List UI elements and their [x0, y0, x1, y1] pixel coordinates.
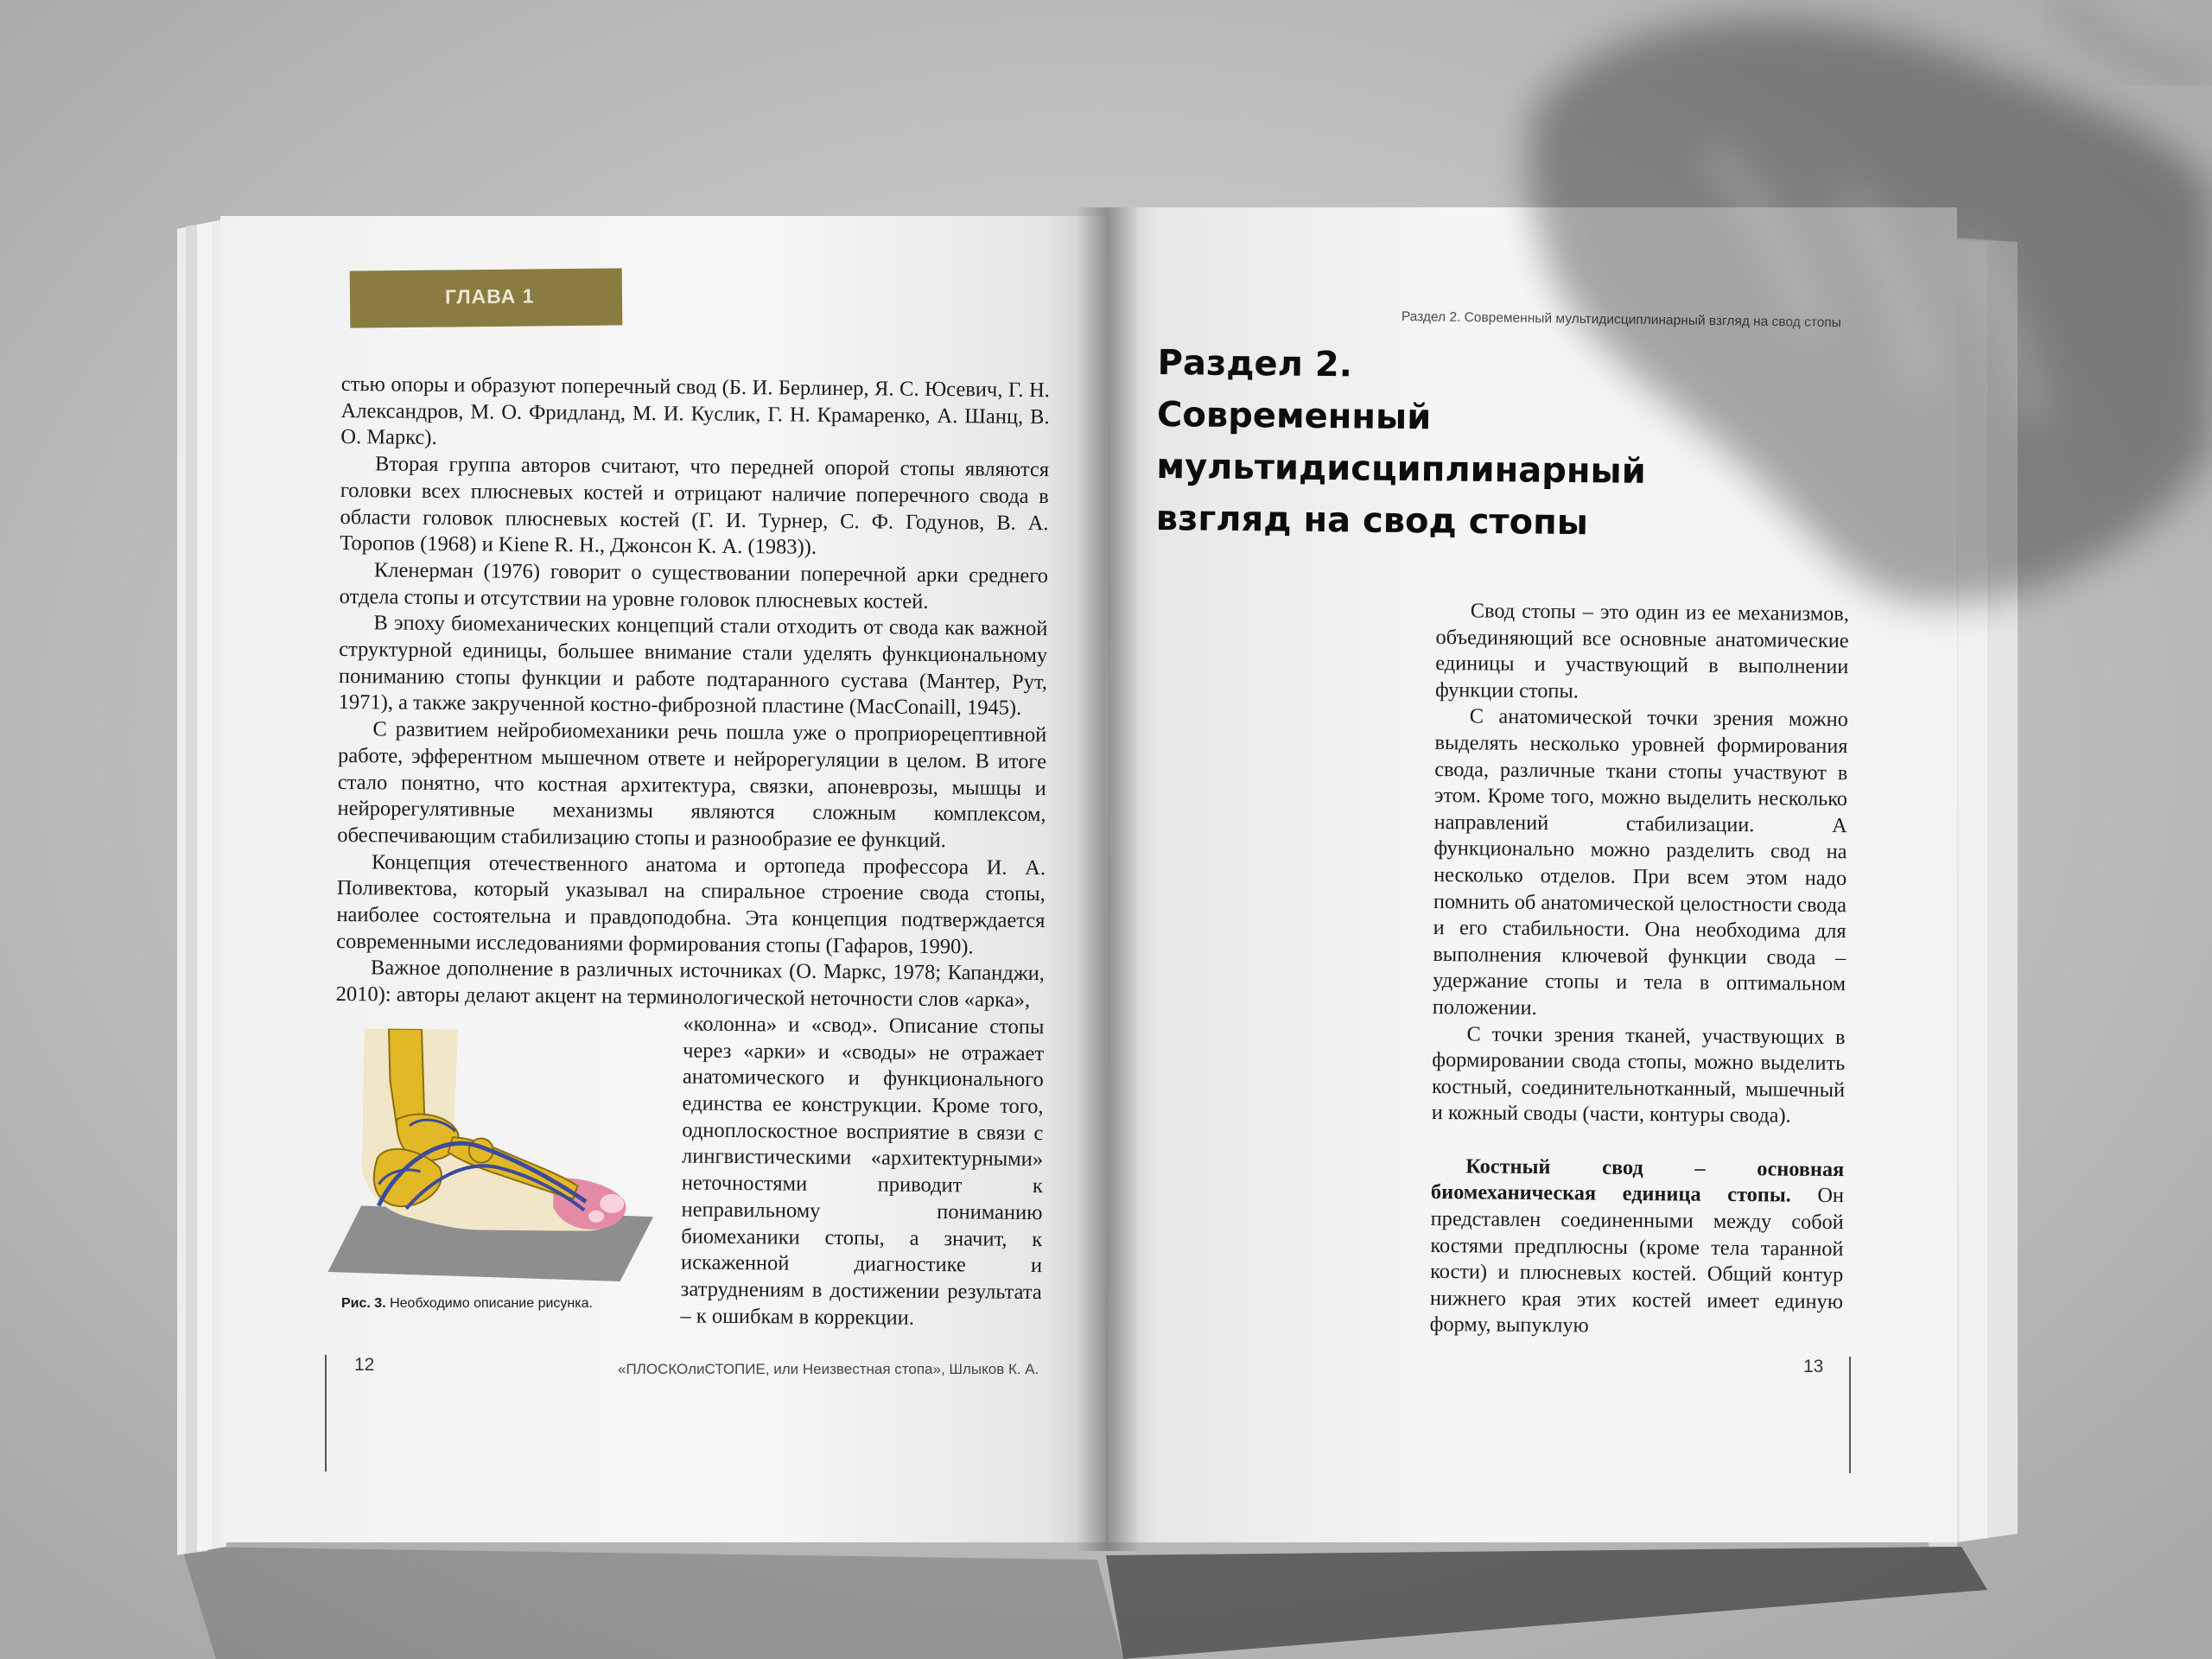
- running-head: Раздел 2. Современный мультидисциплинарный взгляд на свод стопы: [1401, 309, 1841, 331]
- paragraph: Концепция отечественного анатома и ортопеда профессора И. А. Поливектова, который указывал на спиральное строение свода стопы, наиболее состоятельна и правдоподобна. Эта концепция подтверждается современными исследованиями формирования стопы (Гафаров, 1990).: [336, 849, 1046, 959]
- paragraph: Кленерман (1976) говорит о существовании поперечной арки среднего отдела стопы и отсутствии на уровне головок плюсневых костей.: [339, 558, 1049, 613]
- section-title-line: мультидисциплинарный: [1156, 446, 1646, 492]
- bold-follow-text: Он представлен соединенными между собой костями предплюсны (кроме тела таранной кости) и плюсневых костей. Общий контур нижнего края этих костей имеет единую форму, выпуклую: [1429, 1184, 1845, 1338]
- paragraph: Важное дополнение в различных источниках (О. Маркс, 1978; Капанджи, 2010): авторы делают акцент на терминологической неточности слов «арка»,: [335, 956, 1046, 1013]
- bold-lead: Костный свод – основная биомеханическая единица стопы.: [1430, 1154, 1845, 1208]
- paragraph: Вторая группа авторов считают, что передней опорой стопы являются головки всех плюсневых костей и отрицают наличие поперечного свода в области головок плюсневых костей (Г. И. Турнер, С. Ф. Годунов, В. А. Торопов (1968) и Kiene R. H., Джонсон К. А. (1983)).: [340, 452, 1050, 560]
- paragraph: стью опоры и образуют поперечный свод (Б. И. Берлинер, Я. С. Юсевич, Г. Н. Александров, М. О. Фридланд, М. И. Куслик, Г. Н. Крамаренко, А. Шанц, В. О. Маркс).: [340, 372, 1050, 450]
- paragraph: Свод стопы – это один из ее механизмов, объединяющий все основные анатомические единицы и участвующий в выполнении функции стопы.: [1434, 599, 1849, 703]
- page-number: 12: [354, 1355, 375, 1375]
- section-title-line: Раздел 2.: [1157, 342, 1353, 385]
- page-number: 13: [1803, 1357, 1824, 1376]
- section-title-line: Современный: [1156, 394, 1432, 438]
- paragraph: С анатомической точки зрения можно выделять несколько уровней формирования свода, различные ткани стопы участвуют в этом. Кроме того, можно выделить несколько направлений стабилизации. А функционально можно разделить свод на несколько отделов. При всем этом надо помнить об анатомической целостности свода и его стабильности. Она необходима для выполнения ключевой функции свода – удержание стопы и тела в оптимальном положении.: [1432, 704, 1848, 1020]
- figure-caption-text: Необходимо описание рисунка.: [390, 1296, 593, 1311]
- figure-caption-label: Рис. 3.: [341, 1296, 386, 1311]
- paragraph: С точки зрения тканей, участвующих в формировании свода стопы, можно выделить костный, соединительнотканный, мышечный и кожный своды (части, контуры свода).: [1431, 1021, 1846, 1128]
- wrapped-paragraph: «колонна» и «свод». Описание стопы через «арки» и «своды» не отражает анатомического и функционального единства ее конструкции. Кроме того, одноплоскостное восприятие в связи с лингвистическими «архитектурными» неточностями приводит к неправильному пониманию биомеханики стопы, а значит, к искаженной диагностике и затруднениям в достижении результата – к ошибкам в коррекции.: [680, 1012, 1045, 1330]
- section-title-line: взгляд на свод стопы: [1155, 498, 1589, 543]
- paragraph: В эпоху биомеханических концепций стали отходить от свода как важной структурной единицы, большее внимание стали уделять функциональному пониманию стопы функции и работе подтаранного сустава (Мантер, Рут, 1971), а также закрученной костно-фиброзной пластине (MacConaill, 1945).: [338, 611, 1048, 721]
- chapter-label: ГЛАВА 1: [444, 284, 535, 308]
- book-footer: «ПЛОСКОлиСТОПИЕ, или Неизвестная стопа», Шлыков К. А.: [618, 1361, 1039, 1377]
- paragraph: С развитием нейробиомеханики речь пошла уже о проприорецептивной работе, эфферентном мышечном ответе и нейрорегуляции в целом. В итоге стало понятно, что костная архитектура, связки, апоневрозы, мышцы и нейрорегулятивные механизмы являются сложным комплексом, обеспечивающим стабилизацию стопы и разнообразие ее функций.: [337, 717, 1047, 853]
